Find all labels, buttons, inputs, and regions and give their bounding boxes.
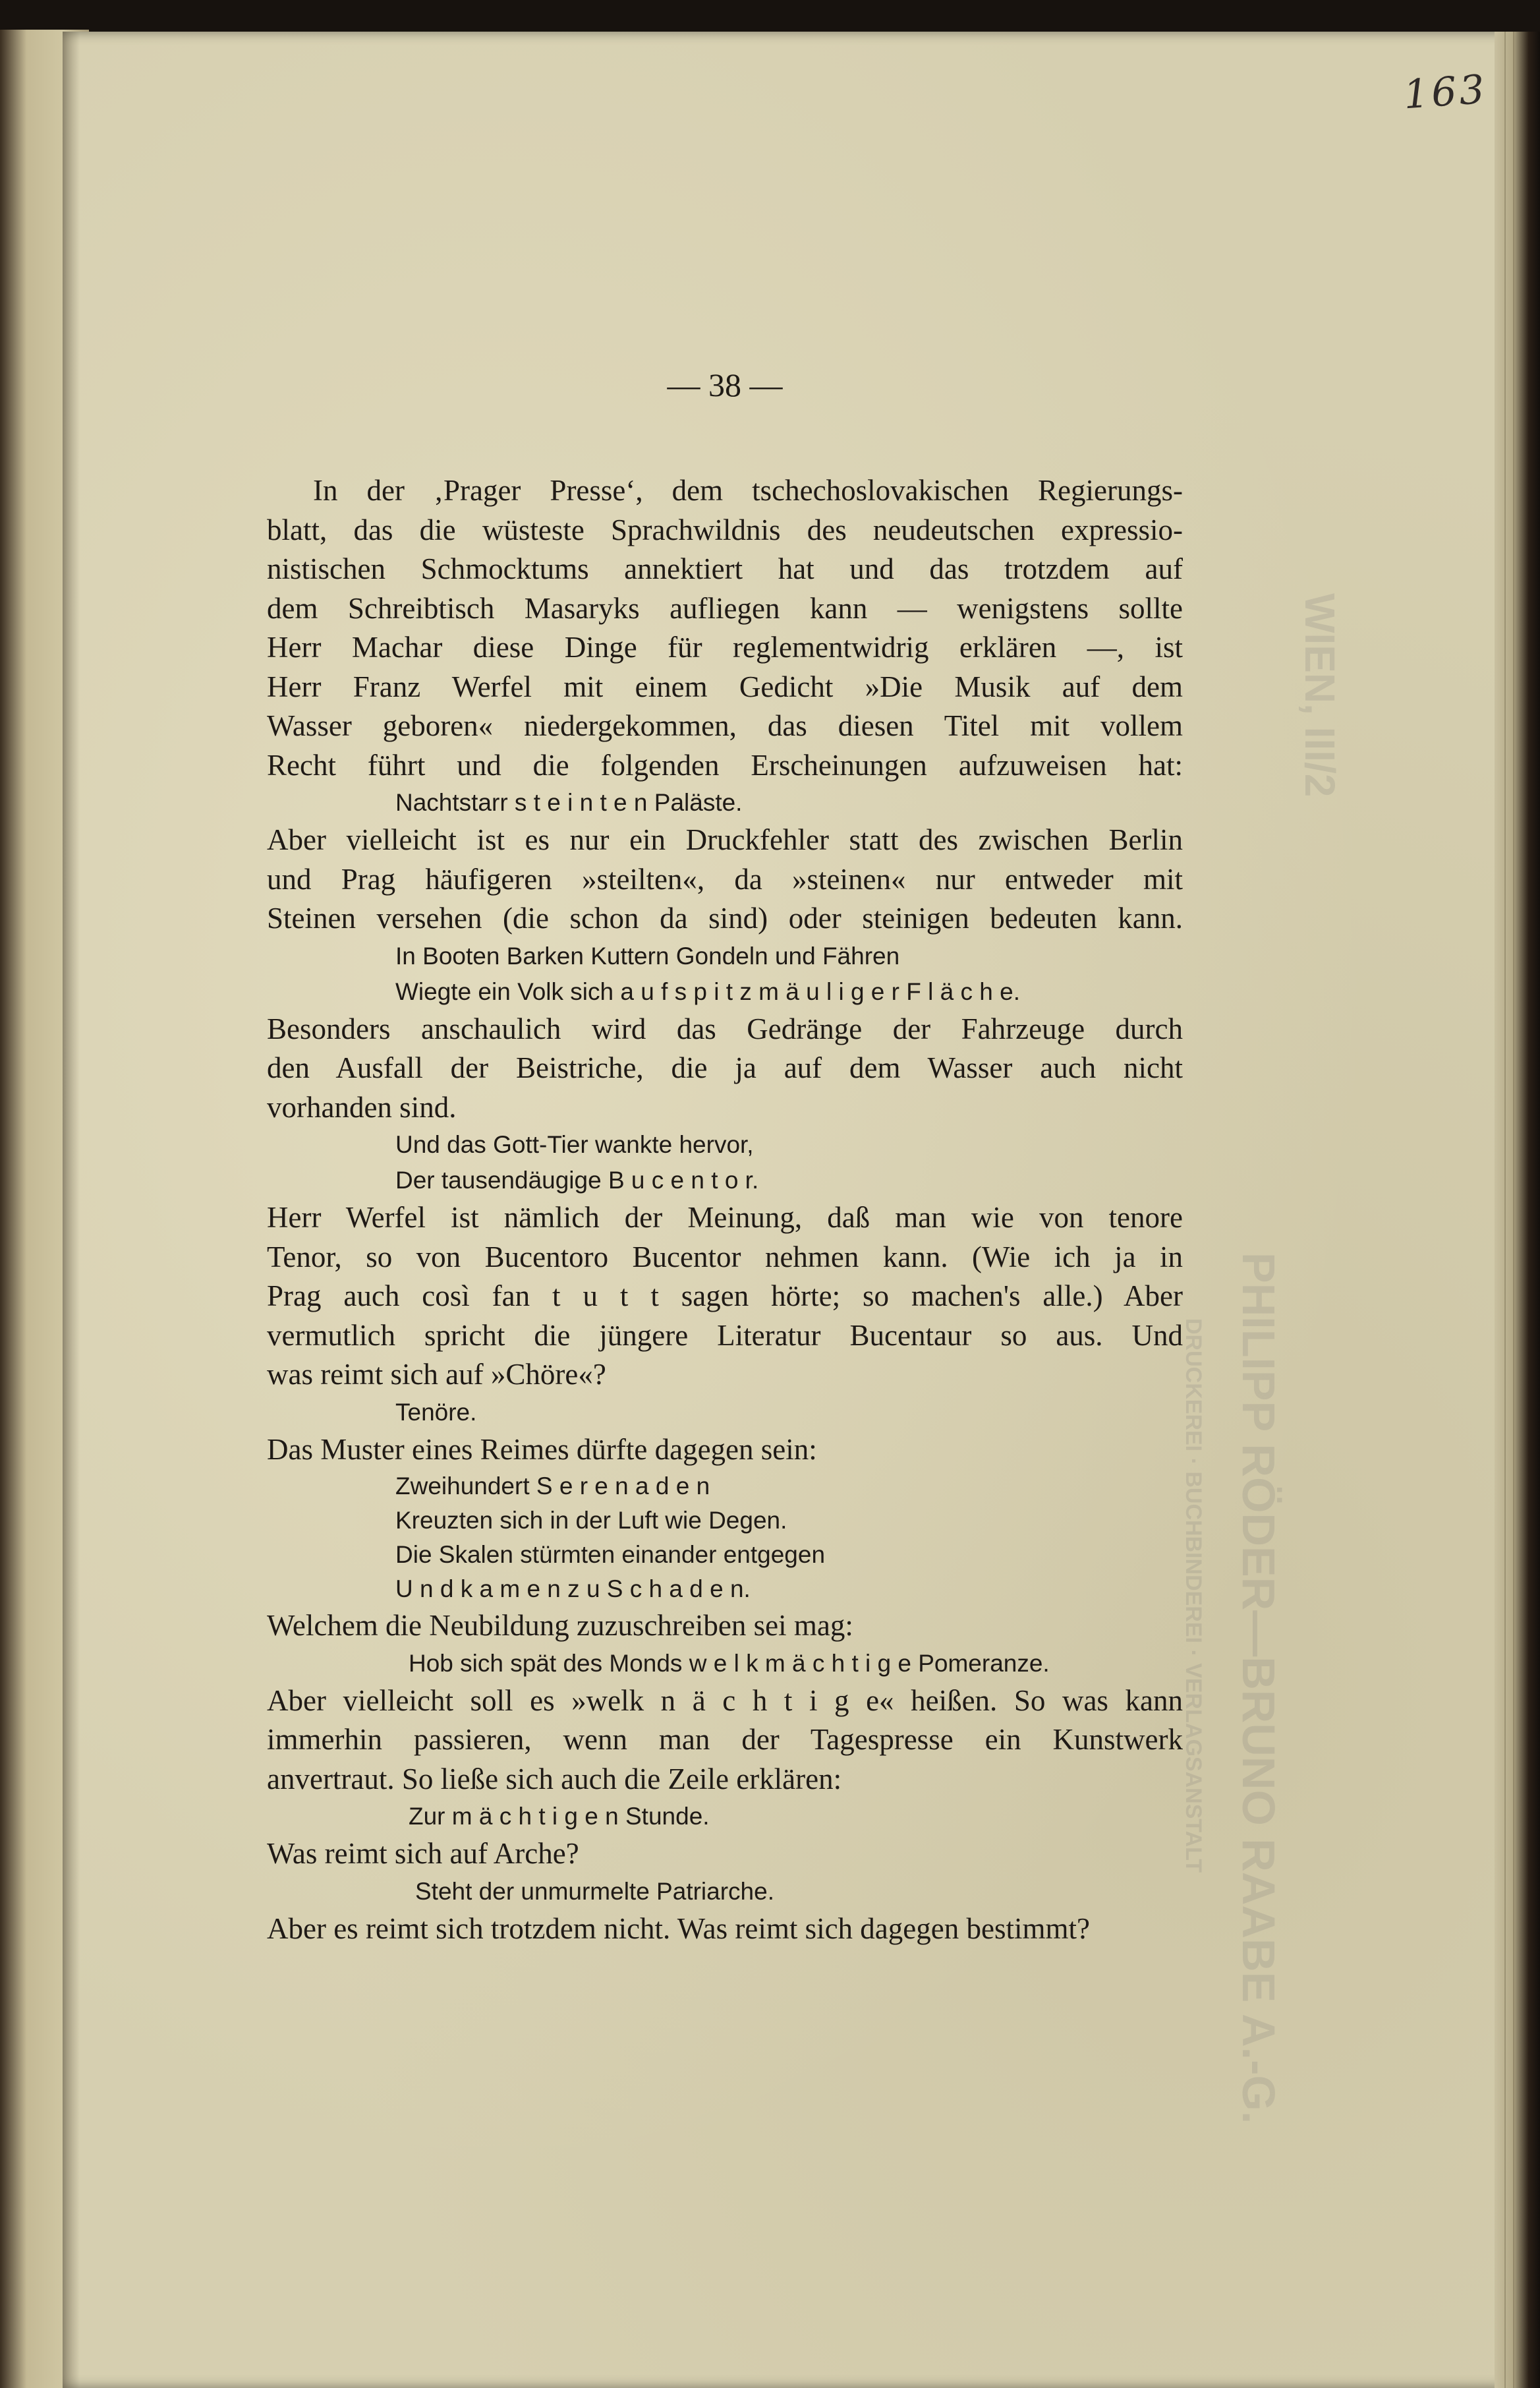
verse-line: In Booten Barken Kuttern Gondeln und Fähren: [395, 942, 900, 970]
text-line: Recht führt und die folgenden Erscheinungen aufzuweisen hat:: [267, 748, 1183, 782]
verse-line: Der tausendäugige B u c e n t o r.: [395, 1167, 759, 1194]
text-line: Herr Machar diese Dinge für reglementwidrig erklären —, ist: [267, 631, 1183, 664]
body-text: [267, 471, 1183, 1948]
text-line: Herr Franz Werfel mit einem Gedicht »Die Musik auf dem: [267, 670, 1183, 703]
verse-quote: [267, 1469, 1183, 1606]
text-line: immerhin passieren, wenn man der Tagespresse ein Kunstwerk: [267, 1723, 1183, 1756]
prose-block: [267, 821, 1183, 939]
text-line: den Ausfall der Beistriche, die ja auf dem Wasser auch nicht: [267, 1051, 1183, 1084]
text-line: dem Schreibtisch Masaryks aufliegen kann — wenigstens sollte: [267, 591, 1183, 625]
prose-block: [267, 1834, 1183, 1874]
text-line: was reimt sich auf »Chöre«?: [267, 1358, 606, 1391]
verse-line: Die Skalen stürmten einander entgegen: [395, 1541, 826, 1568]
verse-line: Zweihundert S e r e n a d e n: [395, 1472, 710, 1500]
verse-line: Tenöre.: [395, 1398, 477, 1426]
verse-quote: [267, 1127, 1183, 1198]
text-line: In der ‚Prager Presse‘, dem tschechoslovakischen Regierungs-: [313, 474, 1183, 507]
verse-quote: [267, 1799, 1183, 1834]
verse-line: U n d k a m e n z u S c h a d e n.: [395, 1575, 751, 1602]
text-line: Aber vielleicht soll es »welk n ä c h t i g e« heißen. So was kann: [267, 1683, 1183, 1717]
prose-block: [267, 471, 1183, 785]
scan-background-top: [0, 0, 1540, 36]
page-gutter-shadow: [63, 32, 80, 2388]
text-line: und Prag häufigeren »steilten«, da »steinen« nur entweder mit: [267, 862, 1183, 896]
text-line: Besonders anschaulich wird das Gedränge der Fahrzeuge durch: [267, 1012, 1183, 1045]
page-number: — 38 —: [667, 366, 783, 403]
text-line: blatt, das die wüsteste Sprachwildnis des neudeutschen expressio-: [267, 513, 1183, 546]
bleed-through-line: PHILIPP RÖDER—BRUNO RAABE A.-G.: [1233, 1252, 1284, 2124]
text-line: Aber vielleicht ist es nur ein Druckfehler statt des zwischen Berlin: [267, 823, 1183, 856]
verse-line: Nachtstarr s t e i n t e n Paläste.: [395, 789, 743, 816]
verse-quote: [267, 939, 1183, 1010]
prose-block: [267, 1681, 1183, 1799]
prose-block: [267, 1606, 1183, 1646]
text-line: Herr Werfel ist nämlich der Meinung, daß man wie von tenore: [267, 1201, 1183, 1234]
text-line: nistischen Schmocktums annektiert hat und das trotzdem auf: [267, 552, 1183, 585]
verse-line: Zur m ä c h t i g e n Stunde.: [409, 1803, 710, 1830]
text-line: Was reimt sich auf Arche?: [267, 1837, 579, 1870]
text-line: Tenor, so von Bucentoro Bucentor nehmen kann. (Wie ich ja in: [267, 1240, 1183, 1273]
text-line: Steinen versehen (die schon da sind) oder steinigen bedeuten kann.: [267, 902, 1183, 935]
verse-line: Und das Gott-Tier wankte hervor,: [395, 1131, 754, 1158]
text-line: Prag auch così fan t u t t sagen hörte; so machen's alle.) Aber: [267, 1279, 1183, 1312]
verse-line: Hob sich spät des Monds w e l k m ä c h t i g e Pomeranze.: [409, 1649, 1050, 1677]
handwritten-folio-number: 163: [1402, 66, 1489, 119]
text-line: Das Muster eines Reimes dürfte dagegen sein:: [267, 1432, 817, 1466]
text-line: anvertraut. So ließe sich auch die Zeile erklären:: [267, 1762, 842, 1795]
prose-block: [267, 1010, 1183, 1128]
verse-line: Wiegte ein Volk sich a u f s p i t z m ä u l i g e r F l ä c h e.: [395, 977, 1020, 1005]
prose-block: [267, 1909, 1183, 1949]
verse-quote: [267, 1646, 1183, 1681]
prose-block: [267, 1198, 1183, 1395]
text-line: vorhanden sind.: [267, 1090, 457, 1124]
text-line: Welchem die Neubildung zuzuschreiben sei mag:: [267, 1609, 853, 1642]
verse-quote: [267, 1395, 1183, 1430]
prose-block: [267, 1430, 1183, 1470]
verse-line: Steht der unmurmelte Patriarche.: [415, 1877, 774, 1905]
verse-quote: [267, 785, 1183, 821]
text-line: vermutlich spricht die jüngere Literatur Bucentaur so aus. Und: [267, 1318, 1183, 1352]
verse-line: Kreuzten sich in der Luft wie Degen.: [395, 1507, 787, 1534]
text-line: Aber es reimt sich trotzdem nicht. Was reimt sich dagegen bestimmt?: [267, 1911, 1090, 1945]
bleed-through-line: WIEN, III/2: [1296, 593, 1344, 798]
bleed-through-line: DRUCKEREI · BUCHBINDEREI · VERLAGSANSTALT: [1181, 1318, 1206, 1873]
verse-quote: [267, 1874, 1183, 1909]
text-line: Wasser geboren« niedergekommen, das diesen Titel mit vollem: [267, 709, 1183, 742]
